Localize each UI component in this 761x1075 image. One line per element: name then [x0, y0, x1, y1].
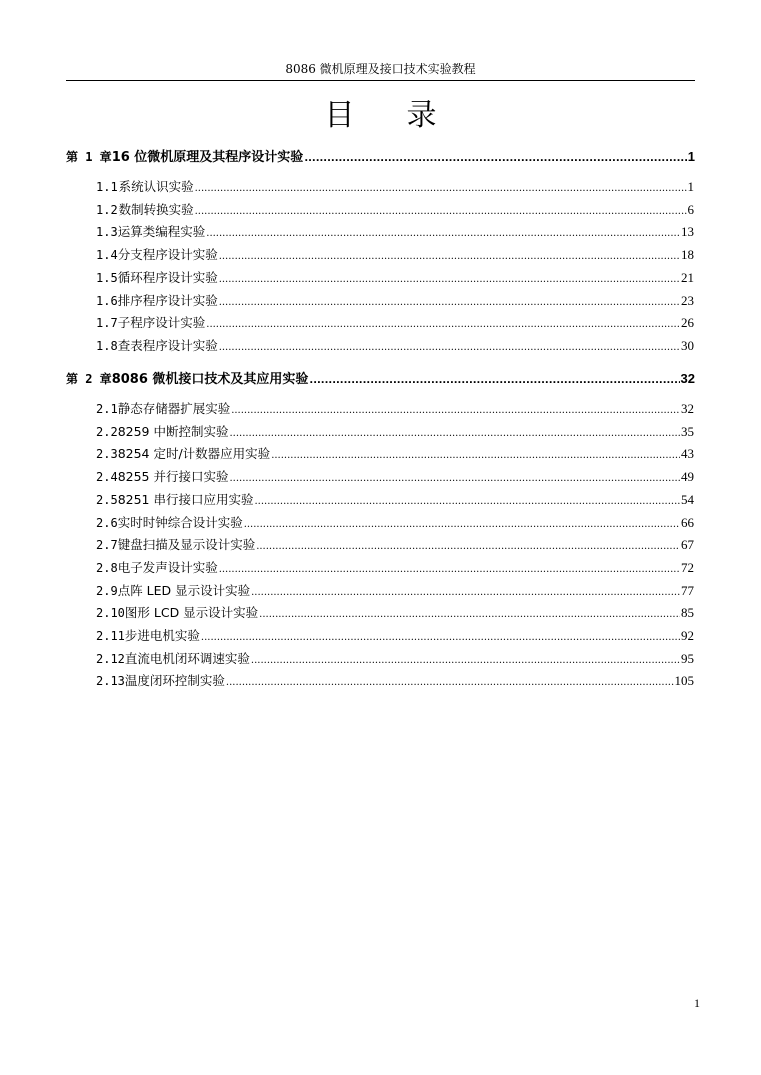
section-number: 2.12	[96, 651, 125, 666]
dot-leader	[251, 583, 680, 603]
section-number: 1.7	[96, 316, 118, 331]
toc-section-entry[interactable]	[96, 649, 694, 669]
section-number: 1.3	[96, 225, 118, 240]
section-title: 点阵 LED 显示设计实验	[117, 582, 251, 598]
section-page-number: 18	[681, 247, 694, 263]
toc-section-entry[interactable]	[96, 245, 694, 265]
dot-leader	[201, 628, 680, 648]
section-title: 8255 并行接口实验	[117, 469, 229, 485]
section-page-number: 95	[681, 650, 694, 666]
dot-leader	[304, 149, 686, 169]
section-title: 8254 定时/计数器应用实验	[117, 446, 271, 462]
section-title: 查表程序设计实验	[117, 337, 218, 353]
chapter-page-number: 1	[687, 149, 695, 164]
section-page-number: 66	[681, 514, 694, 530]
dot-leader	[254, 492, 680, 512]
section-page-number: 13	[681, 224, 694, 240]
section-number: 1.8	[96, 338, 118, 353]
section-title: 实时时钟综合设计实验	[117, 514, 243, 530]
section-page-number: 77	[681, 582, 694, 598]
section-page-number: 85	[681, 605, 694, 621]
dot-leader	[244, 515, 680, 535]
section-title: 分支程序设计实验	[117, 247, 218, 263]
section-number: 1.4	[96, 248, 118, 263]
section-title: 数制转换实验	[118, 201, 194, 217]
toc-section-entry[interactable]	[96, 490, 694, 510]
page-title: 目录	[324, 98, 489, 133]
section-title: 静态存储器扩展实验	[117, 401, 231, 416]
section-title: 键盘扫描及显示设计实验	[117, 537, 256, 553]
toc-section-entry[interactable]	[96, 467, 694, 487]
toc-chapter-entry[interactable]	[66, 369, 695, 389]
toc-section-entry[interactable]	[96, 399, 694, 419]
toc-section-entry[interactable]	[96, 671, 694, 691]
chapter-number: 第 1 章	[66, 150, 112, 164]
dot-leader	[251, 651, 680, 671]
running-header: 8086 微机原理及接口技术实验教程	[285, 62, 476, 76]
dot-leader	[256, 537, 680, 557]
dot-leader	[195, 202, 687, 222]
section-title: 8251 串行接口应用实验	[117, 491, 254, 507]
section-title: 温度闭环控制实验	[124, 673, 225, 689]
toc-section-entry[interactable]	[96, 200, 694, 220]
section-page-number: 1	[687, 179, 694, 194]
dot-leader	[219, 247, 680, 267]
dot-leader	[206, 315, 680, 335]
toc-section-entry[interactable]	[96, 444, 694, 464]
section-number: 2.4	[96, 470, 118, 485]
section-title: 图形 LCD 显示设计实验	[124, 605, 259, 621]
section-number: 2.1	[96, 402, 118, 416]
toc-section-entry[interactable]	[96, 336, 694, 356]
section-number: 2.5	[96, 492, 118, 507]
dot-leader	[229, 424, 680, 444]
section-number: 2.6	[96, 515, 118, 530]
section-number: 2.3	[96, 447, 118, 462]
toc-section-entry[interactable]	[96, 513, 694, 533]
section-page-number: 30	[681, 337, 694, 353]
dot-leader	[206, 224, 680, 244]
section-title: 电子发声设计实验	[117, 559, 218, 575]
section-page-number: 54	[681, 491, 694, 507]
section-number: 2.11	[96, 629, 125, 643]
section-page-number: 32	[681, 401, 694, 416]
section-page-number: 6	[687, 201, 694, 217]
dot-leader	[219, 560, 680, 580]
section-number: 2.8	[96, 560, 118, 575]
toc-section-entry[interactable]	[96, 291, 694, 311]
toc-section-entry[interactable]	[96, 177, 694, 197]
section-title: 直流电机闭环调速实验	[124, 650, 250, 666]
toc-section-entry[interactable]	[96, 626, 694, 646]
toc-section-entry[interactable]	[96, 603, 694, 623]
section-title: 8259 中断控制实验	[117, 423, 229, 439]
section-number: 2.2	[96, 424, 118, 439]
dot-leader	[259, 605, 680, 625]
section-title: 子程序设计实验	[117, 315, 206, 331]
toc-section-entry[interactable]	[96, 268, 694, 288]
dot-leader	[226, 673, 674, 693]
chapter-number: 第 2 章	[66, 372, 112, 386]
toc-section-entry[interactable]	[96, 581, 694, 601]
section-page-number: 21	[681, 269, 694, 285]
dot-leader	[219, 270, 680, 290]
section-page-number: 43	[681, 446, 694, 462]
dot-leader	[271, 446, 680, 466]
section-page-number: 92	[681, 628, 694, 643]
dot-leader	[195, 179, 687, 199]
dot-leader	[309, 371, 679, 391]
toc-chapter-entry[interactable]	[66, 147, 695, 167]
section-page-number: 26	[681, 315, 694, 331]
section-page-number: 23	[681, 292, 694, 308]
dot-leader	[229, 469, 680, 489]
chapter-title: 8086 微机接口技术及其应用实验	[111, 372, 309, 387]
section-page-number: 35	[681, 423, 694, 439]
section-title: 循环程序设计实验	[117, 269, 218, 285]
section-number: 2.13	[96, 674, 125, 689]
chapter-title: 16 位微机原理及其程序设计实验	[111, 150, 304, 165]
dot-leader	[231, 401, 680, 421]
chapter-page-number: 32	[680, 371, 695, 386]
header-rule	[66, 80, 695, 81]
section-page-number: 72	[681, 559, 694, 575]
dot-leader	[219, 338, 680, 358]
section-number: 1.5	[96, 270, 118, 285]
section-page-number: 67	[681, 537, 694, 553]
section-number: 1.1	[96, 180, 118, 194]
section-title: 步进电机实验	[124, 628, 200, 643]
section-number: 2.9	[96, 583, 118, 598]
toc-section-entry[interactable]	[96, 422, 694, 442]
toc-section-entry[interactable]	[96, 535, 694, 555]
section-title: 系统认识实验	[118, 179, 194, 194]
section-title: 排序程序设计实验	[117, 292, 218, 308]
section-page-number: 105	[674, 673, 694, 689]
footer-page-number: 1	[694, 996, 700, 1010]
section-page-number: 49	[681, 469, 694, 485]
section-title: 运算类编程实验	[117, 224, 206, 240]
section-number: 1.6	[96, 293, 118, 308]
section-number: 2.10	[96, 606, 125, 621]
toc-section-entry[interactable]	[96, 558, 694, 578]
toc-section-entry[interactable]	[96, 222, 694, 242]
section-number: 2.7	[96, 538, 118, 553]
dot-leader	[219, 293, 680, 313]
section-number: 1.2	[96, 202, 118, 217]
toc-section-entry[interactable]	[96, 313, 694, 333]
